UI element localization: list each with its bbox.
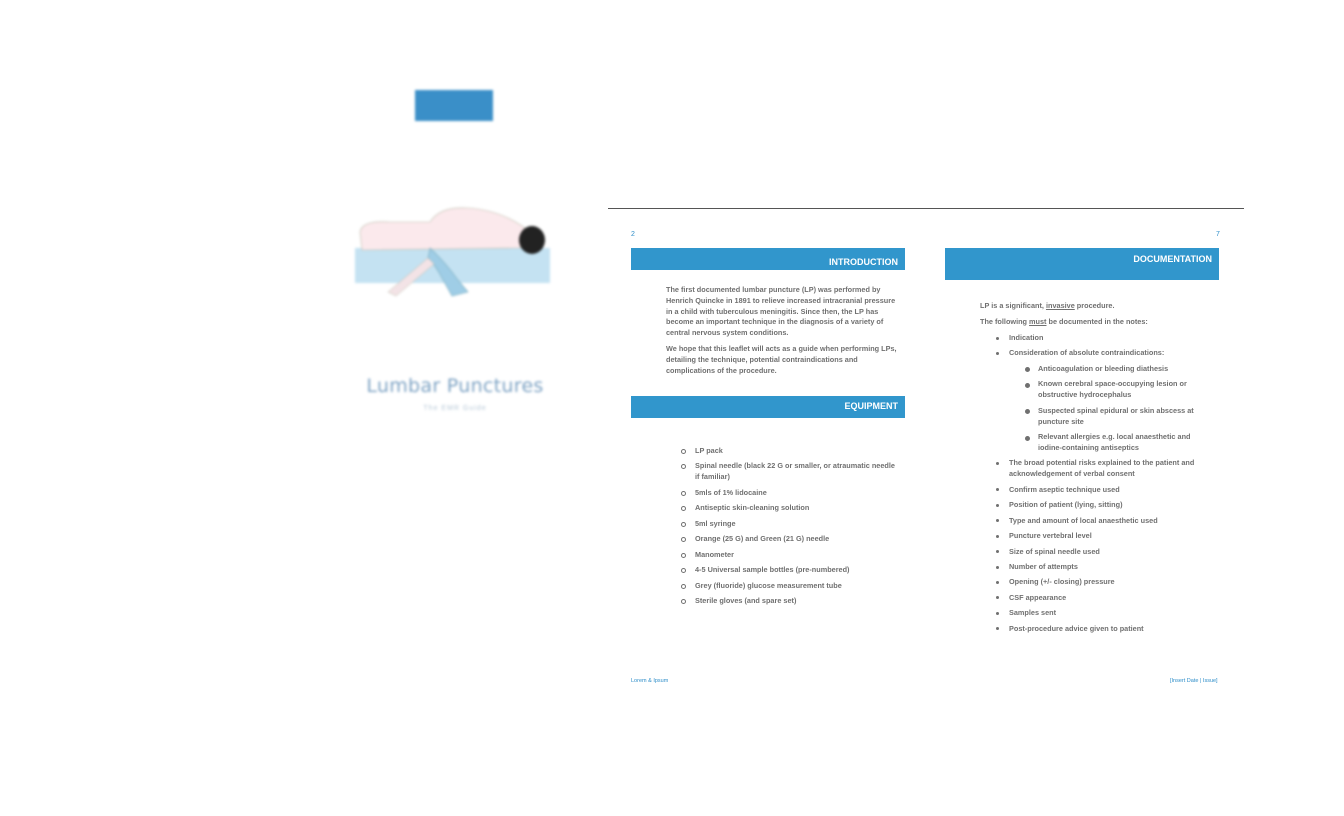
doc-intro-emphasis: must <box>1029 316 1047 326</box>
list-item: Indication <box>1009 333 1214 344</box>
documentation-heading: DOCUMENTATION <box>945 248 1219 280</box>
list-item-label: Consideration of absolute contraindications: <box>1009 348 1165 358</box>
equipment-heading: EQUIPMENT <box>631 396 905 418</box>
list-item: Type and amount of local anaesthetic used <box>1009 516 1214 527</box>
doc-intro-text: The following <box>980 316 1030 326</box>
list-item: Relevant allergies e.g. local anaesthetic and iodine-containing antiseptics <box>1038 432 1208 454</box>
documentation-intro <box>980 301 1215 333</box>
list-item: Size of spinal needle used <box>1009 547 1214 558</box>
doc-intro-text: be documented in the notes: <box>1046 316 1148 326</box>
cover-page[interactable] <box>335 60 575 450</box>
intro-paragraph: We hope that this leaflet will acts as a guide when performing LPs, detailing the technique, potential contraindications and complications of the procedure. <box>666 343 897 375</box>
page-divider <box>608 208 1244 209</box>
equipment-list <box>695 446 895 612</box>
introduction-text <box>666 285 898 381</box>
list-item: 4-5 Universal sample bottles (pre-numbered) <box>695 565 895 576</box>
list-item: LP pack <box>695 446 895 457</box>
list-item: Manometer <box>695 550 895 561</box>
documentation-list <box>1009 333 1214 639</box>
left-page-number: 2 <box>631 231 635 238</box>
list-item: CSF appearance <box>1009 593 1214 604</box>
doc-intro-text: procedure. <box>1074 301 1115 310</box>
list-item: 5ml syringe <box>695 519 895 530</box>
intro-paragraph: The first documented lumbar puncture (LP) was performed by Henrich Quincke in 1891 to relieve increased intracranial pressure in a child with tuberculous meningitis. Since then, the LP has become an important technique in the diagnosis of a variety of central nervous system conditions. <box>666 285 896 338</box>
list-item: Suspected spinal epidural or skin abscess at puncture site <box>1038 406 1208 428</box>
right-footer: [Insert Date | Issue] <box>1170 678 1218 684</box>
list-item: Known cerebral space-occupying lesion or obstructive hydrocephalus <box>1038 379 1208 401</box>
list-item: Puncture vertebral level <box>1009 531 1214 542</box>
list-item: Orange (25 G) and Green (21 G) needle <box>695 534 895 545</box>
list-item <box>1009 348 1214 453</box>
list-item: The broad potential risks explained to the patient and acknowledgement of verbal consent <box>1009 458 1214 480</box>
introduction-heading: INTRODUCTION <box>631 248 905 270</box>
cover-title: Lumbar Punctures <box>366 375 544 397</box>
cover-badge <box>415 90 493 121</box>
list-item: 5mls of 1% lidocaine <box>695 488 895 499</box>
list-item: Confirm aseptic technique used <box>1009 485 1214 496</box>
list-item: Antiseptic skin-cleaning solution <box>695 503 895 514</box>
doc-intro-emphasis: invasive <box>1045 301 1075 310</box>
list-item: Spinal needle (black 22 G or smaller, or atraumatic needle if familiar) <box>695 461 895 482</box>
right-page-number: 7 <box>1216 231 1220 238</box>
list-item: Samples sent <box>1009 608 1214 619</box>
list-item: Position of patient (lying, sitting) <box>1009 500 1214 511</box>
doc-intro-text: LP is a significant, <box>980 301 1046 310</box>
patient-illustration <box>350 200 555 300</box>
left-footer: Lorem & Ipsum <box>631 678 669 684</box>
list-item: Number of attempts <box>1009 562 1214 573</box>
list-item: Post-procedure advice given to patient <box>1009 624 1214 635</box>
list-item: Sterile gloves (and spare set) <box>695 596 895 607</box>
list-item: Grey (fluoride) glucose measurement tube <box>695 581 895 592</box>
contraindications-list <box>1009 364 1208 454</box>
cover-subtitle: The EMR Guide <box>423 405 487 412</box>
list-item: Anticoagulation or bleeding diathesis <box>1038 364 1208 375</box>
list-item: Opening (+/- closing) pressure <box>1009 577 1214 588</box>
